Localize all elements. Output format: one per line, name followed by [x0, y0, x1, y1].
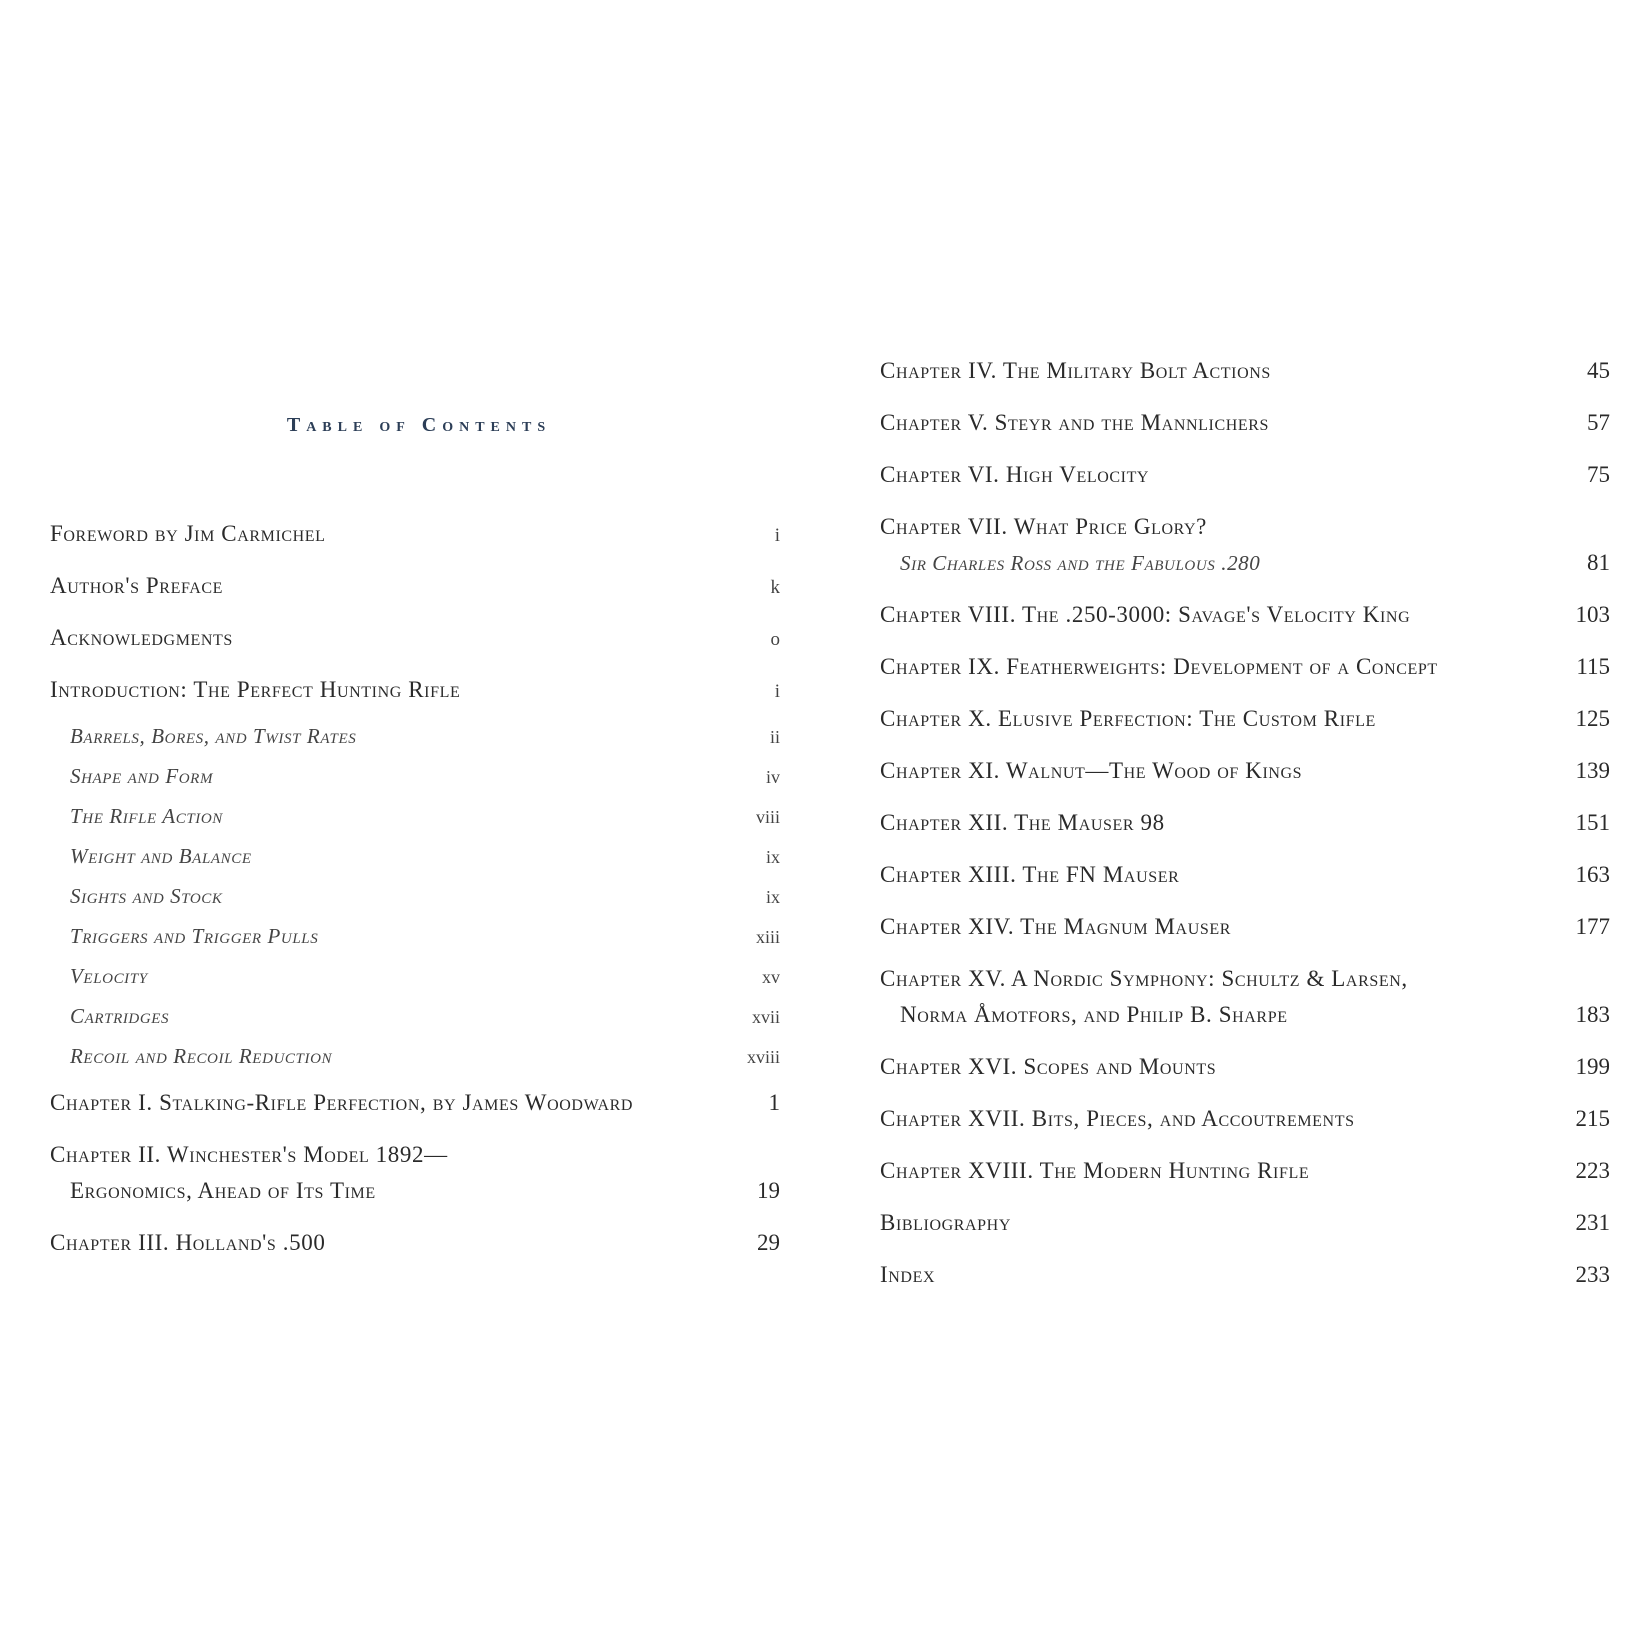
toc-subentry-label: Velocity	[70, 964, 148, 988]
toc-entry-index[interactable]	[880, 1262, 1610, 1288]
toc-entry-label: Chapter III. Holland's .500	[50, 1230, 326, 1255]
toc-subentry-label: Shape and Form	[70, 764, 214, 788]
toc-subentry-sights-stock[interactable]	[50, 884, 780, 909]
toc-entry-chapter-14[interactable]	[880, 914, 1610, 940]
toc-entry-label: Chapter VI. High Velocity	[880, 462, 1150, 487]
toc-entry-page: 163	[1575, 862, 1610, 887]
toc-entry-chapter-10[interactable]	[880, 706, 1610, 732]
toc-entry-page: o	[770, 629, 780, 650]
toc-entry-page: i	[774, 525, 780, 546]
toc-entry-page: 81	[1587, 550, 1610, 575]
toc-entry-label: Chapter IV. The Military Bolt Actions	[880, 358, 1271, 383]
toc-subentry-weight-balance[interactable]	[50, 844, 780, 869]
toc-subentry-label: Cartridges	[70, 1004, 170, 1028]
toc-entry-page: 29	[757, 1230, 780, 1255]
toc-entry-label: Chapter XIV. The Magnum Mauser	[880, 914, 1231, 939]
toc-entry-label: Acknowledgments	[50, 625, 233, 650]
toc-entry-chapter-15[interactable]	[880, 966, 1610, 1028]
toc-entry-chapter-8[interactable]	[880, 602, 1610, 628]
toc-entry-chapter-7[interactable]	[880, 514, 1610, 576]
toc-entry-chapter-6[interactable]	[880, 462, 1610, 488]
toc-subentry-page: xiii	[755, 927, 780, 947]
toc-entry-label-continued: Ergonomics, Ahead of Its Time	[70, 1178, 376, 1203]
toc-entry-label: Chapter XIII. The FN Mauser	[880, 862, 1180, 887]
toc-subentry-shape-form[interactable]	[50, 764, 780, 789]
toc-entry-label: Chapter VII. What Price Glory?	[880, 514, 1207, 539]
toc-subentry-label: Recoil and Recoil Reduction	[70, 1044, 333, 1068]
toc-entry-label: Chapter XVI. Scopes and Mounts	[880, 1054, 1217, 1079]
toc-entry-acknowledgments[interactable]	[50, 625, 780, 651]
toc-entry-chapter-17[interactable]	[880, 1106, 1610, 1132]
toc-subentry-page: ix	[765, 887, 780, 907]
toc-entry-page: 177	[1575, 914, 1610, 939]
toc-entry-chapter-18[interactable]	[880, 1158, 1610, 1184]
toc-entry-label: Chapter X. Elusive Perfection: The Custom Rifle	[880, 706, 1376, 731]
toc-entry-page: 231	[1575, 1210, 1610, 1235]
toc-entry-chapter-3[interactable]	[50, 1230, 780, 1256]
toc-subentry-barrels[interactable]	[50, 724, 780, 749]
toc-entry-page: 199	[1575, 1054, 1610, 1079]
toc-entry-introduction[interactable]	[50, 677, 780, 703]
toc-entry-label: Chapter XVIII. The Modern Hunting Rifle	[880, 1158, 1310, 1183]
toc-subentry-label: Sights and Stock	[70, 884, 223, 908]
toc-entry-page: 125	[1575, 706, 1610, 731]
toc-entry-chapter-1[interactable]	[50, 1090, 780, 1116]
toc-entry-chapter-13[interactable]	[880, 862, 1610, 888]
toc-subentry-triggers[interactable]	[50, 924, 780, 949]
toc-subentry-recoil[interactable]	[50, 1044, 780, 1069]
toc-subentry-label: Triggers and Trigger Pulls	[70, 924, 319, 948]
toc-subentry-label: Weight and Balance	[70, 844, 252, 868]
toc-entry-label: Index	[880, 1262, 936, 1287]
toc-entry-chapter-12[interactable]	[880, 810, 1610, 836]
toc-entry-chapter-9[interactable]	[880, 654, 1610, 680]
toc-entry-label: Introduction: The Perfect Hunting Rifle	[50, 677, 461, 702]
toc-entry-page: 139	[1575, 758, 1610, 783]
toc-entry-page: 151	[1575, 810, 1610, 835]
toc-entry-page: k	[770, 577, 780, 598]
toc-entry-page: 103	[1575, 602, 1610, 627]
toc-entry-chapter-2[interactable]	[50, 1142, 780, 1204]
toc-entry-chapter-4[interactable]	[880, 358, 1610, 384]
toc-entry-page: i	[774, 681, 780, 702]
toc-entry-label-continued: Sir Charles Ross and the Fabulous .280	[900, 551, 1261, 575]
toc-entry-authors-preface[interactable]	[50, 573, 780, 599]
toc-entry-page: 75	[1587, 462, 1610, 487]
toc-entry-page: 223	[1575, 1158, 1610, 1183]
toc-entry-page: 215	[1575, 1106, 1610, 1131]
toc-entry-label-continued: Norma Åmotfors, and Philip B. Sharpe	[900, 1002, 1288, 1027]
toc-entry-page: 45	[1587, 358, 1610, 383]
toc-entry-label: Chapter II. Winchester's Model 1892—	[50, 1142, 448, 1167]
toc-entry-page: 233	[1575, 1262, 1610, 1287]
toc-subentry-page: iv	[765, 767, 780, 787]
toc-entry-label: Chapter V. Steyr and the Mannlichers	[880, 410, 1270, 435]
toc-entry-label: Chapter XII. The Mauser 98	[880, 810, 1165, 835]
toc-entry-label: Chapter XV. A Nordic Symphony: Schultz & Larsen,	[880, 966, 1408, 991]
toc-entry-chapter-16[interactable]	[880, 1054, 1610, 1080]
toc-heading: Table of Contents	[286, 414, 552, 436]
toc-subentry-rifle-action[interactable]	[50, 804, 780, 829]
toc-subentry-cartridges[interactable]	[50, 1004, 780, 1029]
toc-subentry-label: Barrels, Bores, and Twist Rates	[70, 724, 357, 748]
toc-entry-bibliography[interactable]	[880, 1210, 1610, 1236]
toc-entry-page: 115	[1576, 654, 1610, 679]
toc-entry-page: 1	[768, 1090, 780, 1115]
toc-subentry-page: ii	[769, 727, 780, 747]
toc-entry-label: Chapter VIII. The .250-3000: Savage's Velocity King	[880, 602, 1411, 627]
toc-entry-page: 57	[1587, 410, 1610, 435]
toc-subentry-page: xv	[762, 967, 780, 987]
toc-entry-label: Author's Preface	[50, 573, 224, 598]
toc-entry-chapter-5[interactable]	[880, 410, 1610, 436]
toc-entry-label: Bibliography	[880, 1210, 1011, 1235]
toc-subentry-velocity[interactable]	[50, 964, 780, 989]
toc-entry-chapter-11[interactable]	[880, 758, 1610, 784]
toc-entry-page: 19	[757, 1178, 780, 1203]
toc-subentry-page: viii	[755, 807, 780, 827]
toc-subentry-page: ix	[765, 847, 780, 867]
toc-entry-label: Chapter I. Stalking-Rifle Perfection, by James Woodward	[50, 1090, 634, 1115]
toc-subentry-page: xviii	[746, 1047, 780, 1067]
toc-entry-foreword[interactable]	[50, 521, 780, 547]
toc-entry-page: 183	[1575, 1002, 1610, 1027]
toc-subentry-page: xvii	[751, 1007, 780, 1027]
toc-entry-label: Chapter XI. Walnut—The Wood of Kings	[880, 758, 1303, 783]
toc-entry-label: Chapter XVII. Bits, Pieces, and Accoutrements	[880, 1106, 1355, 1131]
toc-subentry-label: The Rifle Action	[70, 804, 223, 828]
toc-entry-label: Chapter IX. Featherweights: Development of a Concept	[880, 654, 1438, 679]
toc-entry-label: Foreword by Jim Carmichel	[50, 521, 326, 546]
